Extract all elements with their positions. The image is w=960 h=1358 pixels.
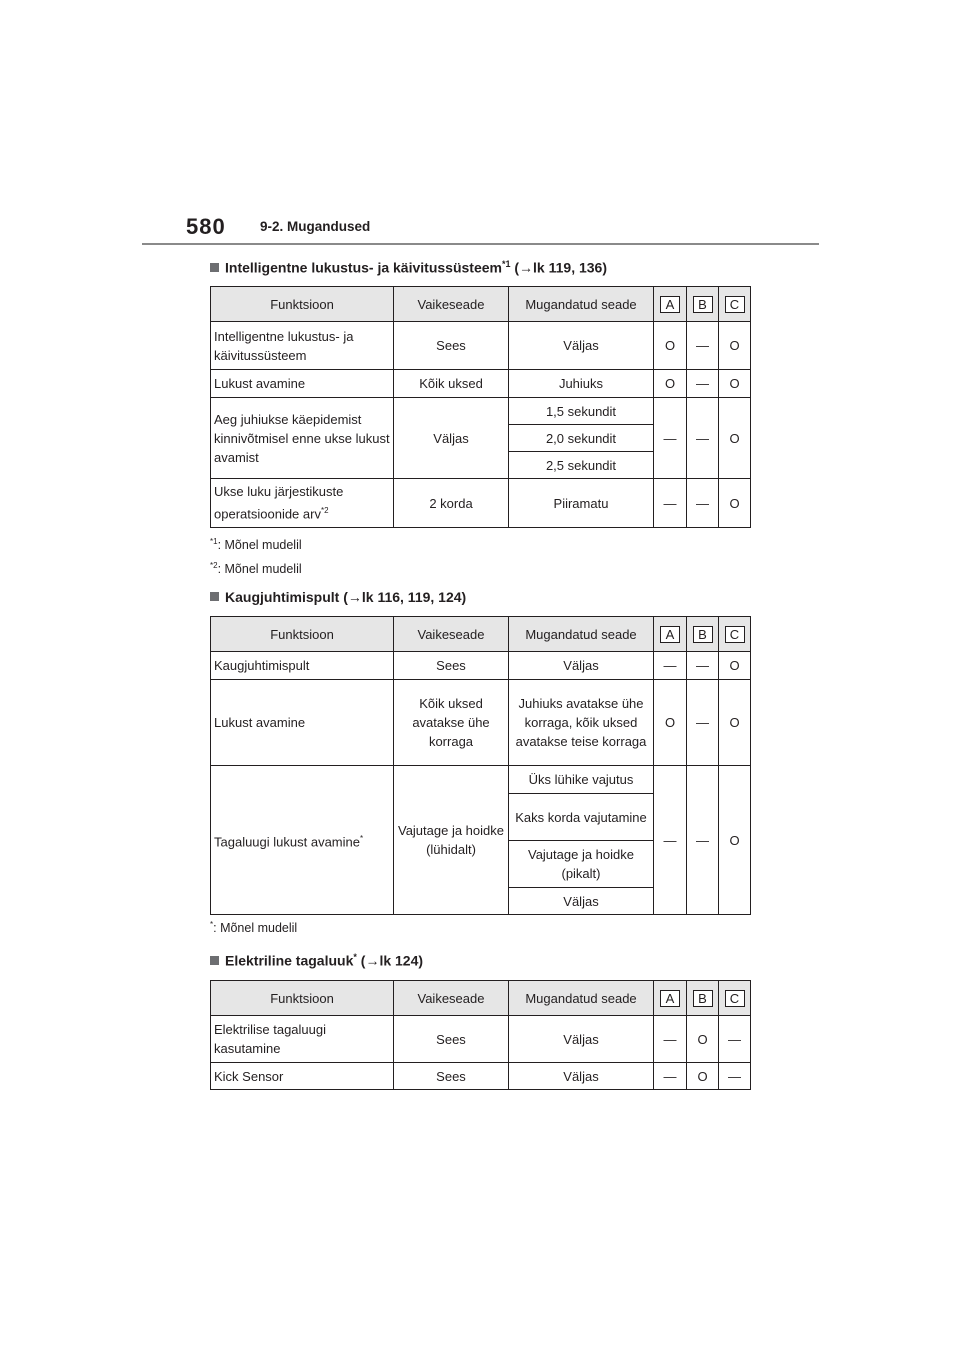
col-header-b-box: B: [693, 626, 713, 643]
col-header-c-box: C: [725, 990, 745, 1007]
cell-function: Lukust avamine: [211, 680, 394, 766]
cell-custom: Väljas: [509, 652, 654, 680]
cell-b: —: [687, 479, 719, 528]
table-row: [211, 1063, 751, 1090]
section3-title-ref: (→lk 124): [360, 952, 424, 969]
table-row: [211, 652, 751, 680]
cell-a: —: [654, 1016, 687, 1063]
section2-title: [210, 589, 466, 605]
cell-function: Kick Sensor: [211, 1063, 394, 1090]
table-row: [211, 479, 751, 528]
col-header-function: Funktsioon: [211, 617, 394, 652]
cell-c: O: [719, 479, 751, 528]
cell-function: Intelligentne lukustus- ja käivitussüsteem: [211, 322, 394, 370]
footnote-mark: *2: [210, 561, 218, 570]
cell-default: 2 korda: [394, 479, 509, 528]
cell-function: Aeg juhiukse käepidemist kinnivõtmisel enne ukse lukust avamist: [211, 398, 394, 479]
col-header-c: [719, 287, 751, 322]
cell-default: Väljas: [394, 398, 509, 479]
section1-title-ref: (→lk 119, 136): [514, 259, 607, 276]
col-header-custom: Mugandatud seade: [509, 981, 654, 1016]
cell-c: O: [719, 652, 751, 680]
section3-title: [210, 952, 423, 969]
col-header-function: Funktsioon: [211, 981, 394, 1016]
col-header-b-box: B: [693, 296, 713, 313]
cell-b: —: [687, 680, 719, 766]
cell-default: Kõik uksed: [394, 370, 509, 398]
section1-table: [210, 286, 751, 528]
table-header-row: [211, 617, 751, 652]
section2-table: [210, 616, 751, 915]
header-rule: [142, 243, 819, 245]
col-header-b-box: B: [693, 990, 713, 1007]
cell-a: O: [654, 680, 687, 766]
cell-default: Vajutage ja hoidke (lühidalt): [394, 766, 509, 915]
col-header-b: [687, 287, 719, 322]
section1-title-sup: *1: [501, 259, 511, 269]
cell-a: —: [654, 652, 687, 680]
cell-b: —: [687, 398, 719, 479]
section-label: 9-2. Mugandused: [260, 219, 371, 234]
square-bullet-icon: [210, 592, 219, 601]
col-header-c-box: C: [725, 626, 745, 643]
col-header-c: [719, 981, 751, 1016]
cell-custom: Juhiuks: [509, 370, 654, 398]
col-header-a: [654, 981, 687, 1016]
section1-title: [210, 259, 607, 276]
col-header-default: Vaikeseade: [394, 287, 509, 322]
cell-b: —: [687, 652, 719, 680]
cell-function-text: Tagaluugi lukust avamine: [214, 834, 360, 850]
col-header-b: [687, 981, 719, 1016]
col-header-c-box: C: [725, 296, 745, 313]
cell-function-sup: *: [359, 833, 364, 843]
cell-c: O: [719, 322, 751, 370]
cell-c: O: [719, 398, 751, 479]
table-row: [211, 766, 751, 794]
section2-title-text: Kaugjuhtimispult: [225, 589, 340, 605]
cell-function: [211, 479, 394, 528]
cell-function: Elektrilise tagaluugi kasutamine: [211, 1016, 394, 1063]
footnote-1: [210, 537, 302, 552]
cell-custom: 2,5 sekundit: [509, 452, 654, 479]
cell-custom: Väljas: [509, 322, 654, 370]
table-row: [211, 680, 751, 766]
footnote-text: : Mõnel mudelil: [217, 562, 302, 577]
col-header-function: Funktsioon: [211, 287, 394, 322]
footnote-mark: *: [210, 920, 214, 929]
section3-table: [210, 980, 751, 1090]
cell-function-text: Ukse luku järjestikuste operatsioonide arv: [214, 484, 344, 522]
cell-function: Kaugjuhtimispult: [211, 652, 394, 680]
col-header-a-box: A: [660, 626, 680, 643]
table-row: [211, 370, 751, 398]
col-header-default: Vaikeseade: [394, 981, 509, 1016]
cell-default: Sees: [394, 1016, 509, 1063]
col-header-custom: Mugandatud seade: [509, 287, 654, 322]
cell-default: Sees: [394, 652, 509, 680]
cell-custom: Väljas: [509, 1016, 654, 1063]
cell-c: O: [719, 766, 751, 915]
section3-title-sup: *: [353, 952, 357, 962]
page-number: 580: [186, 214, 226, 239]
cell-a: O: [654, 370, 687, 398]
cell-custom: 2,0 sekundit: [509, 425, 654, 452]
col-header-b: [687, 617, 719, 652]
col-header-c: [719, 617, 751, 652]
col-header-a-box: A: [660, 296, 680, 313]
footnote-text: : Mõnel mudelil: [213, 921, 298, 936]
cell-b: —: [687, 766, 719, 915]
table-header-row: [211, 287, 751, 322]
cell-c: —: [719, 1063, 751, 1090]
cell-a: —: [654, 1063, 687, 1090]
cell-c: —: [719, 1016, 751, 1063]
table-header-row: [211, 981, 751, 1016]
cell-custom: 1,5 sekundit: [509, 398, 654, 425]
cell-a: O: [654, 322, 687, 370]
cell-default: Kõik uksed avatakse ühe korraga: [394, 680, 509, 766]
square-bullet-icon: [210, 956, 219, 965]
square-bullet-icon: [210, 263, 219, 272]
footnote-2: [210, 561, 302, 576]
section2-title-ref: (→lk 116, 119, 124): [343, 589, 467, 605]
col-header-a: [654, 617, 687, 652]
cell-custom: Vajutage ja hoidke (pikalt): [509, 841, 654, 888]
cell-custom: Üks lühike vajutus: [509, 766, 654, 794]
col-header-a: [654, 287, 687, 322]
cell-custom: Kaks korda vajutamine: [509, 794, 654, 841]
cell-b: —: [687, 370, 719, 398]
footnote-3: [210, 920, 297, 935]
cell-b: —: [687, 322, 719, 370]
cell-default: Sees: [394, 322, 509, 370]
cell-b: O: [687, 1016, 719, 1063]
col-header-a-box: A: [660, 990, 680, 1007]
cell-a: —: [654, 479, 687, 528]
table-row: [211, 398, 751, 425]
cell-b: O: [687, 1063, 719, 1090]
cell-custom: Väljas: [509, 888, 654, 915]
cell-custom: Piiramatu: [509, 479, 654, 528]
cell-custom: Juhiuks avatakse ühe korraga, kõik uksed avatakse teise korraga: [509, 680, 654, 766]
cell-function: [211, 766, 394, 915]
col-header-default: Vaikeseade: [394, 617, 509, 652]
cell-custom: Väljas: [509, 1063, 654, 1090]
cell-default: Sees: [394, 1063, 509, 1090]
cell-a: —: [654, 766, 687, 915]
table-row: [211, 1016, 751, 1063]
section3-title-text: Elektriline tagaluuk: [225, 952, 354, 969]
cell-c: O: [719, 370, 751, 398]
col-header-custom: Mugandatud seade: [509, 617, 654, 652]
cell-c: O: [719, 680, 751, 766]
cell-function: Lukust avamine: [211, 370, 394, 398]
cell-a: —: [654, 398, 687, 479]
cell-function-sup: *2: [320, 506, 329, 516]
table-row: [211, 322, 751, 370]
section1-title-text: Intelligentne lukustus- ja käivitussüsteem: [225, 259, 502, 276]
footnote-mark: *1: [210, 537, 218, 546]
footnote-text: : Mõnel mudelil: [217, 538, 302, 553]
